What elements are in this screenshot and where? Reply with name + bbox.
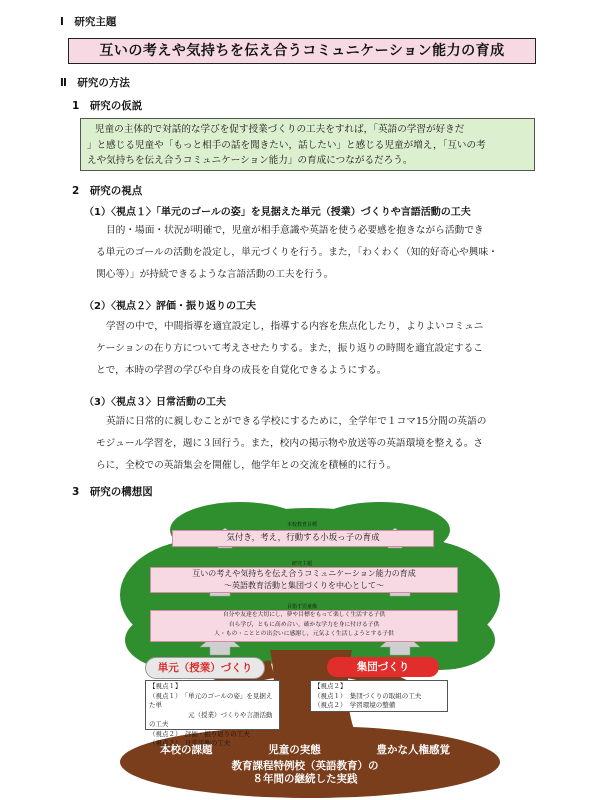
viewpoint-1-text bbox=[96, 220, 546, 286]
viewpoint-line: （視点２） 学習環境の整備 bbox=[314, 701, 396, 709]
subsection-1-heading bbox=[72, 98, 142, 113]
section-number: Ⅱ bbox=[60, 77, 67, 89]
research-theme-box: 互いの考えや気持ちを伝え合うコミュニケーション能力の育成 bbox=[68, 38, 536, 64]
child-image-box bbox=[150, 610, 458, 642]
hypothesis-line: えや気持ちを伝え合うコミュニケーション能力」の育成につながるだろう。 bbox=[87, 155, 413, 166]
subsection-2-heading bbox=[72, 183, 142, 198]
child-image-label: 目指す児童像 bbox=[286, 604, 317, 610]
section-title: 研究の方法 bbox=[77, 77, 130, 89]
foundation-item: 豊かな人権感覚 bbox=[376, 744, 450, 756]
practice-line: ８年間の継続した実践 bbox=[252, 773, 358, 785]
text-line: る単元のゴールの活動を設定し，単元づくりを行う。また，「わくわく（知的好奇心や興味・ bbox=[96, 247, 498, 258]
viewpoint-line: （視点３） 日常活動の工夫 bbox=[149, 739, 231, 747]
section-1-heading bbox=[60, 14, 116, 29]
viewpoint-1-title: （1）〈視点１〉「単元のゴールの姿」を見据えた単元（授業）づくりや言語活動の工夫 bbox=[84, 207, 471, 218]
group-building-pill: 集団づくり bbox=[327, 657, 439, 677]
foundation-item: 児童の実態 bbox=[268, 744, 321, 756]
text-line: 目的・場面・状況が明確で，児童が相手意識や英語を使う必要感を抱きながら活動でき bbox=[106, 225, 484, 236]
ground-practice bbox=[160, 760, 450, 786]
viewpoint-3-text bbox=[96, 411, 546, 477]
section-title: 研究主題 bbox=[74, 16, 117, 28]
foundation-item: 本校の課題 bbox=[160, 744, 213, 756]
viewpoint-line: 元（授業）づくりや言語活動の工夫 bbox=[149, 710, 273, 728]
viewpoint-line: 【視点２】 bbox=[314, 682, 347, 690]
text-line: 学習の中で，中間指導を適宜設定し，指導する内容を焦点化したり，よりよいコミュニ bbox=[106, 321, 484, 332]
viewpoint-2-text bbox=[96, 316, 546, 382]
viewpoint-line: （視点１） 集団づくりの取組の工夫 bbox=[314, 691, 422, 700]
viewpoint-line: （視点１） 「単元のゴールの姿」を見据えた単 bbox=[149, 691, 273, 709]
child-line: 人・もの・こととの出会いに感謝し，元気よく生活しようとする子供 bbox=[214, 631, 394, 637]
text-line: らに，全校での英語集会を開催し，他学年との交流を積極的に行う。 bbox=[96, 460, 397, 471]
unit-lesson-viewpoints bbox=[145, 680, 280, 747]
text-line: ケーションの在り方について考えさせたりする。また，振り返りの時間を適宜設定するこ bbox=[96, 343, 483, 354]
theme-label: 研究主題 bbox=[291, 561, 312, 567]
theme-box bbox=[150, 567, 458, 593]
text-line: 英語に日常的に親しむことができる学校にするために，全学年で１コマ15分間の英語の bbox=[106, 416, 487, 427]
subsection-3-heading bbox=[72, 484, 153, 499]
practice-line: 教育課程特例校（英語教育）の bbox=[231, 760, 379, 772]
theme-subtitle: ～英語教育活動と集団づくりを中心として～ bbox=[224, 580, 384, 590]
theme-line: 互いの考えや気持ちを伝え合うコミュニケーション能力の育成 bbox=[192, 569, 416, 578]
unit-lesson-pill: 単元（授業）づくり bbox=[145, 657, 265, 679]
text-line: とで，本時の学習の学びや自身の成長を自覚化できるようにする。 bbox=[96, 365, 387, 376]
text-line: モジュール学習を，週に３回行う。また，校内の掲示物や放送等の英語環境を整える。さ bbox=[96, 438, 484, 449]
ground-foundations bbox=[160, 742, 450, 757]
subsection-number: 1 bbox=[72, 100, 80, 112]
subsection-title: 研究の仮説 bbox=[89, 100, 143, 112]
school-goal-box: 気付き，考え，行動する小坂っ子の育成 bbox=[172, 530, 434, 547]
school-goal-label: 本校教育目標 bbox=[286, 522, 317, 528]
subsection-title: 研究の視点 bbox=[89, 185, 143, 197]
viewpoint-3-title: （3）〈視点３〉日常活動の工夫 bbox=[84, 397, 226, 408]
subsection-title: 研究の構想図 bbox=[89, 486, 153, 498]
hypothesis-box bbox=[80, 118, 535, 171]
section-number: Ⅰ bbox=[60, 16, 64, 28]
hypothesis-line: 児童の主体的で対話的な学びを促す授業づくりの工夫をすれば，「英語の学習が好きだ bbox=[95, 124, 465, 135]
viewpoint-line: （視点２） 評価・振り返りの工夫 bbox=[149, 729, 250, 738]
viewpoint-2-title: （2）〈視点２〉評価・振り返りの工夫 bbox=[84, 301, 256, 312]
viewpoint-line: 【視点１】 bbox=[149, 682, 182, 690]
child-line: 自ら学び，ともに高め合い，確かな学力を身に付ける子供 bbox=[228, 621, 380, 628]
subsection-number: 3 bbox=[72, 486, 80, 498]
hypothesis-line: 」と感じる児童や「もっと相手の話を聞きたい，話したい」と感じる児童が増え，「互いの考 bbox=[87, 139, 486, 151]
text-line: 関心等）」が持続できるような言語活動の工夫を行う。 bbox=[96, 269, 334, 280]
child-line: 自分や友達を大切にし，夢や目標をもって楽しく生活する子供 bbox=[222, 612, 386, 618]
group-building-viewpoints bbox=[310, 680, 448, 712]
section-2-heading bbox=[60, 75, 130, 90]
subsection-number: 2 bbox=[72, 185, 80, 197]
